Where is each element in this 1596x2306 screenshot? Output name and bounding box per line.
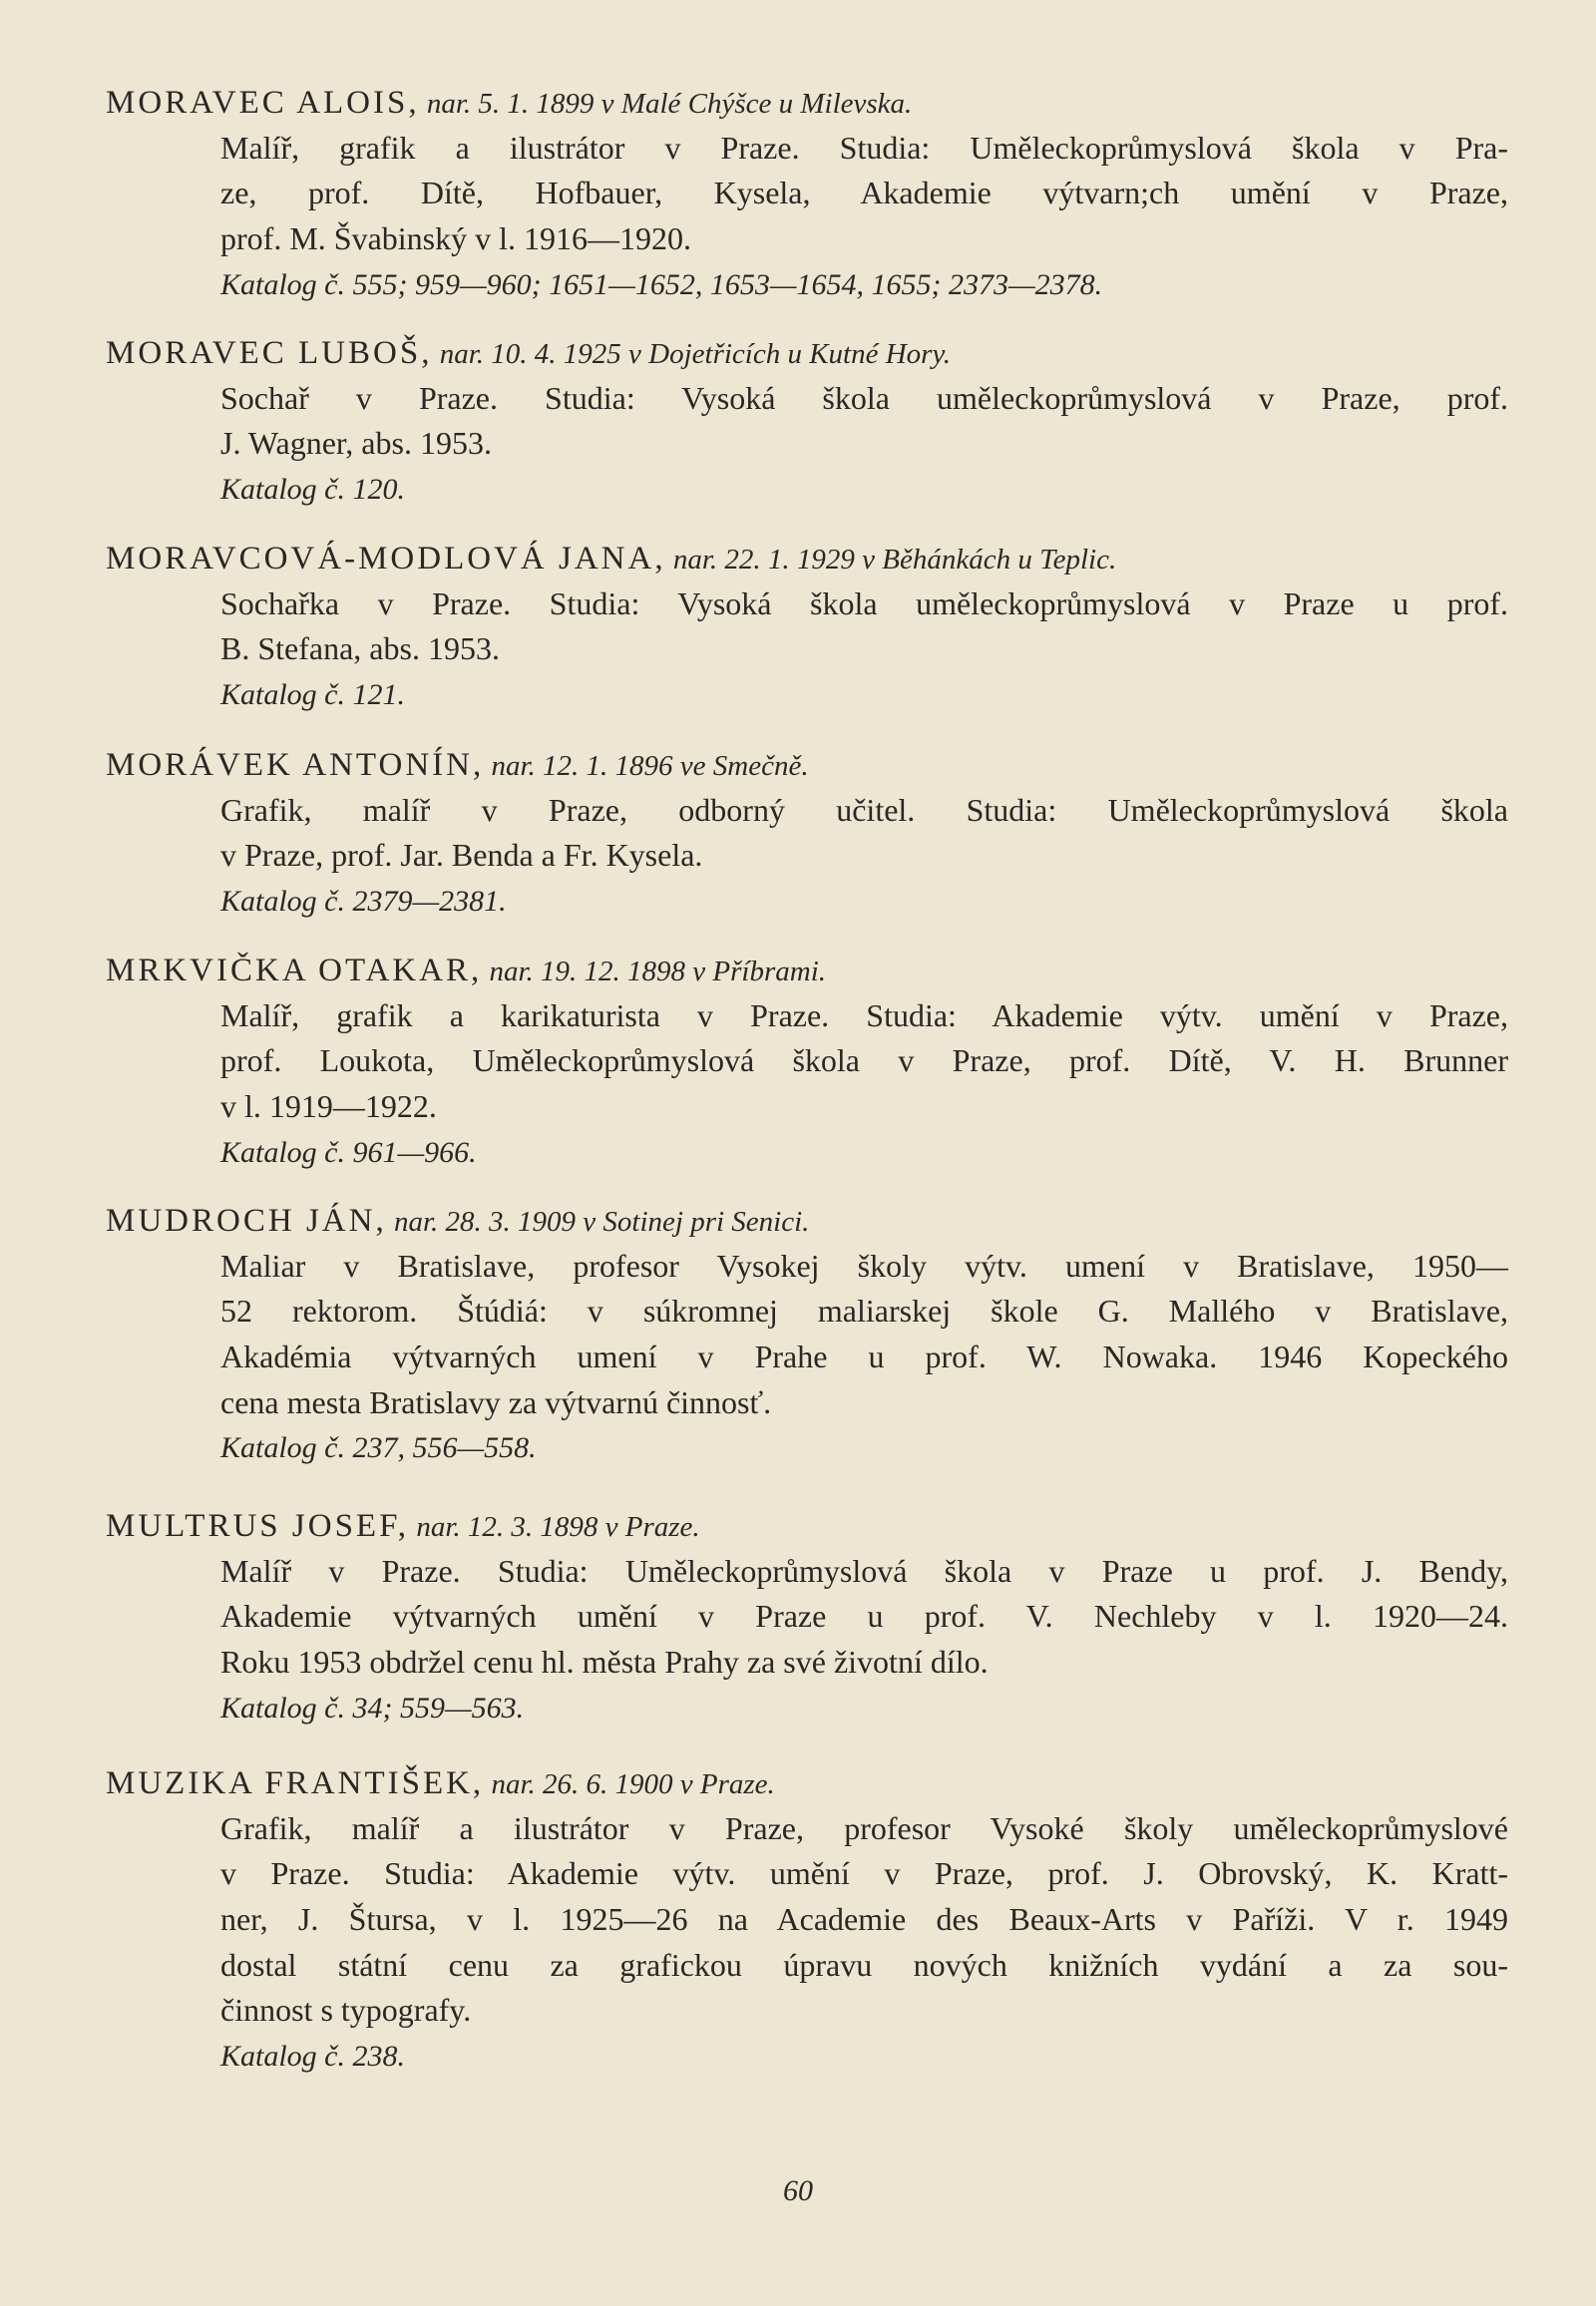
description-line: cena mesta Bratislavy za výtvarnú činnosť. bbox=[220, 1383, 772, 1420]
page-number: 60 bbox=[783, 2174, 813, 2207]
entry-heading bbox=[106, 1760, 1508, 1806]
description-line: Grafik, malíř v Praze, odborný učitel. Studia: Uměleckoprůmyslová škola bbox=[220, 791, 1508, 828]
entry-description bbox=[220, 1244, 1508, 1426]
birth-info: nar. 12. 3. 1898 v Praze. bbox=[409, 1511, 700, 1543]
catalog-reference: Katalog č. 961—966. bbox=[220, 1135, 477, 1169]
catalog-reference: Katalog č. 34; 559—563. bbox=[220, 1691, 525, 1725]
artist-name: MUDROCH JÁN, bbox=[106, 1203, 387, 1239]
description-line: prof. M. Švabinský v l. 1916—1920. bbox=[220, 220, 691, 257]
catalog-reference: Katalog č. 238. bbox=[220, 2040, 405, 2074]
entry-heading bbox=[106, 1198, 1508, 1244]
artist-entry bbox=[106, 330, 1508, 513]
catalog-reference: Katalog č. 237, 556—558. bbox=[220, 1431, 537, 1465]
artist-name: MORAVCOVÁ-MODLOVÁ JANA, bbox=[106, 541, 666, 576]
entry-description bbox=[220, 581, 1508, 672]
artist-name: MRKVIČKA OTAKAR, bbox=[106, 953, 483, 988]
birth-info: nar. 19. 12. 1898 v Příbrami. bbox=[482, 956, 827, 987]
entry-description bbox=[220, 376, 1508, 467]
birth-info: nar. 5. 1. 1899 v Malé Chýšce u Milevska. bbox=[419, 88, 913, 120]
birth-info: nar. 28. 3. 1909 v Sotinej pri Senici. bbox=[386, 1206, 810, 1238]
description-line: 52 rektorom. Štúdiá: v súkromnej maliarskej škole G. Mallého v Bratislave, bbox=[220, 1293, 1508, 1330]
artist-name: MULTRUS JOSEF, bbox=[106, 1508, 410, 1544]
description-line: Maliar v Bratislave, profesor Vysokej školy výtv. umení v Bratislave, 1950— bbox=[220, 1247, 1508, 1284]
birth-info: nar. 12. 1. 1896 ve Smečně. bbox=[484, 750, 809, 782]
description-line: Sochař v Praze. Studia: Vysoká škola uměleckoprůmyslová v Praze, prof. bbox=[220, 379, 1508, 416]
entry-heading bbox=[106, 948, 1508, 993]
artist-name: MORAVEC LUBOŠ, bbox=[106, 335, 433, 371]
entry-heading bbox=[106, 742, 1508, 788]
birth-info: nar. 26. 6. 1900 v Praze. bbox=[484, 1768, 775, 1800]
entry-description bbox=[220, 1549, 1508, 1686]
birth-info: nar. 10. 4. 1925 v Dojetřicích u Kutné Hory. bbox=[432, 338, 951, 370]
catalog-reference: Katalog č. 2379—2381. bbox=[220, 885, 507, 919]
description-line: v Praze. Studia: Akademie výtv. umění v Praze, prof. J. Obrovský, K. Kratt- bbox=[220, 1855, 1508, 1892]
entry-description bbox=[220, 788, 1508, 879]
description-line: činnost s typografy. bbox=[220, 1992, 472, 2029]
description-line: v l. 1919—1922. bbox=[220, 1088, 437, 1125]
description-line: J. Wagner, abs. 1953. bbox=[220, 425, 492, 462]
artist-entry bbox=[106, 742, 1508, 925]
catalog-reference: Katalog č. 120. bbox=[220, 473, 405, 507]
entry-heading bbox=[106, 80, 1508, 126]
artist-name: MORAVEC ALOIS, bbox=[106, 85, 420, 121]
description-line: B. Stefana, abs. 1953. bbox=[220, 630, 500, 667]
entry-heading bbox=[106, 330, 1508, 376]
birth-info: nar. 22. 1. 1929 v Běhánkách u Teplic. bbox=[665, 544, 1117, 576]
artist-name: MUZIKA FRANTIŠEK, bbox=[106, 1765, 485, 1801]
artist-name: MORÁVEK ANTONÍN, bbox=[106, 747, 485, 783]
artist-entry bbox=[106, 1760, 1508, 2080]
description-line: Sochařka v Praze. Studia: Vysoká škola uměleckoprůmyslová v Praze u prof. bbox=[220, 584, 1508, 621]
description-line: Akadémia výtvarných umení v Prahe u prof. W. Nowaka. 1946 Kopeckého bbox=[220, 1339, 1508, 1375]
catalog-reference: Katalog č. 121. bbox=[220, 678, 405, 712]
description-line: dostal státní cenu za grafickou úpravu nových knižních vydání a za sou- bbox=[220, 1946, 1508, 1983]
artist-entry bbox=[106, 80, 1508, 307]
description-line: Grafik, malíř a ilustrátor v Praze, profesor Vysoké školy uměleckoprůmyslové bbox=[220, 1809, 1508, 1846]
entry-heading bbox=[106, 536, 1508, 581]
artist-entry bbox=[106, 1198, 1508, 1471]
description-line: ze, prof. Dítě, Hofbauer, Kysela, Akademie výtvarn;ch umění v Praze, bbox=[220, 175, 1508, 211]
catalog-reference: Katalog č. 555; 959—960; 1651—1652, 1653—1654, 1655; 2373—2378. bbox=[220, 267, 1103, 301]
entry-heading bbox=[106, 1503, 1508, 1549]
entry-description bbox=[220, 993, 1508, 1130]
description-line: Malíř, grafik a karikaturista v Praze. Studia: Akademie výtv. umění v Praze, bbox=[220, 996, 1508, 1033]
description-line: v Praze, prof. Jar. Benda a Fr. Kysela. bbox=[220, 837, 703, 874]
artist-entry bbox=[106, 1503, 1508, 1730]
description-line: ner, J. Štursa, v l. 1925—26 na Academie des Beaux-Arts v Paříži. V r. 1949 bbox=[220, 1901, 1508, 1938]
artist-entry bbox=[106, 536, 1508, 718]
entry-description bbox=[220, 126, 1508, 262]
description-line: Malíř, grafik a ilustrátor v Praze. Studia: Uměleckoprůmyslová škola v Pra- bbox=[220, 129, 1508, 166]
description-line: Malíř v Praze. Studia: Uměleckoprůmyslová škola v Praze u prof. J. Bendy, bbox=[220, 1552, 1508, 1589]
description-line: Roku 1953 obdržel cenu hl. města Prahy za své životní dílo. bbox=[220, 1644, 989, 1681]
description-line: prof. Loukota, Uměleckoprůmyslová škola v Praze, prof. Dítě, V. H. Brunner bbox=[220, 1042, 1508, 1079]
artist-entry bbox=[106, 948, 1508, 1175]
description-line: Akademie výtvarných umění v Praze u prof. V. Nechleby v l. 1920—24. bbox=[220, 1598, 1508, 1635]
entry-description bbox=[220, 1806, 1508, 2034]
